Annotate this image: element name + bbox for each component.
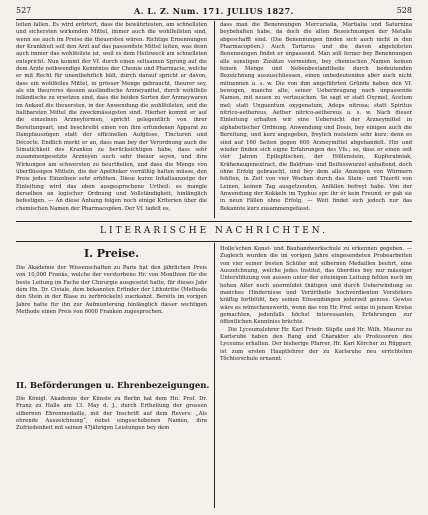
section-banner: LITERARISCHE NACHRICHTEN. — [100, 226, 328, 236]
section-rule-top — [16, 221, 412, 222]
lower-right-column — [220, 246, 412, 508]
promotions-paragraph: Die Königl. Akademie der Künste zu Berlin hat dem Hn. Prof. Dr. Franz zu Halle am 13. May d. J., durch Ertheilung der grossen silbernen Ehrenmedaille, mit der Inschrift auf dem Revers: „Als ehrende Auszeichnung“, nebst eingeschobenen Namen, ihre Zufriedenheit mit seinen 47jährigen Leistungen bey dem — [16, 396, 207, 432]
section-heading-promotions: II. Beförderungen u. Ehrenbezeigungen. — [16, 381, 210, 391]
promotions-text — [16, 396, 207, 508]
journal-title: A. L. Z. Num. 171. JULIUS 1827. — [134, 6, 294, 16]
lower-right-paragraph-1: Holle'schen Kunst- und Bauhandwerkschule zu erkennen gegeben. — Zugleich wurden die im vorigen Jahre eingesendeten Probearbeiten von vier seiner besten Schüler mit silbernen Medaillen beehrt, eine Auszeichnung, welche jedes Institut, das überdies bey nur mässiger Unterstützung von aussen unter der eiteinigen Leitung fehlen noch im hohen Alter noch unermüdet thätigen und durch Ueberwindung so manches Hindernisse und Verurtheile hochverdienten Vorstehers kräftig fortblüht, bey seinen Einsendungen jederzeit genoss. Gewiss wäre es wünschenswerth, wenn das von Hr. Prof. seine in jenem Kreise gemachten, jedenfalls höchst interessanten, Erfahrungen zur öffentlichen Kenntniss brächte. — [220, 246, 412, 326]
lower-right-paragraph-2: Die Lyceumslehrer Hr. Karl Friedr. Süpfle und Hr. Wilh. Maurer zu Karlsruhe haben den Rang und Charakter als Professoren des Lyceums erhalten. Der bisherige Pfarrer, Hr. Karl Körcher zu Rüppurr, ist zum ersten Hauptlehrer der zu Karlsruhe neu errichteten Töchterschule ernannt. — [220, 326, 412, 363]
page-header — [16, 4, 412, 18]
section-heading-prizes: I. Preise. — [83, 247, 140, 260]
prizes-text — [16, 265, 207, 375]
upper-right-column — [220, 22, 412, 218]
upper-right-paragraph: dass man die Benennungen Mercurialia, Martialia und Saturnina beybehalten habe, da doch die alten Bezeichnungen der Metalle abgeschafft sind. (Die Benennungen finden sich auch nicht in den Pharmacopöen.) Auch Tartarus und die davon abgeleiteten Benennungen findet er unpassend. Man soll ferner bey Benennungen alle sonstigen Zusätze vermeiden, bey chemischen Namen keinen feinen Menge und Nebenbestandtheile durch bedeutenden Bezeichnung auszuschliessen, einen unbedeutenden aber auch nicht mitnennen u. s. w. Die von ihm angeführten Gründe haben den Vf. bewogen, manche alte, seiner Ueberzeugung nach unpassende Namen, mit neuen zu vertauschen. So sagt er statt Oxymel, Acetum mel; statt Unguentum oxygenatum, Adeps nitrosa; statt Spiritus nitrico-aethereus, Aether nitrico-aethereus u. s. w. Nach dieser Einleitung erhalten wir eine Uebersicht der Arzneymittel in alphabetischer Ordnung. Anwendung und Dosis, bey einigen auch die Bereitung, und kurz angegeben, freylich meistens sehr kurz: denn es sind auf 160 Seiten gegen 600 Arzneymittel abgehandelt. Hin und wieder finden sich eigne Erfahrungen des Vfs.; so, dass er einen seit vier Jahren Epileptischen, der Höllenstein, Kupferalmiak, Krähenaugenextract, die Baldrian- und Beifusswurzel anhaltend, doch ohne Erfolg gebraucht, und bey dem alle Anzeigen von Würmern fehlten, in Zeit von vier Wochen durch das Stein- und Thieröl von Leinen, keinen Tag ausgetzenden, Anfällen befreyt habe. Von der Anwendung der Kokkeln im Typhus spr. ihr er kein Freund; er gab sie in neun Fällen ohne Erfolg. — Weit findet sich jedoch nur das Bekannte kurz zusammengefasst. — [220, 22, 412, 212]
prizes-paragraph: Die Akademie der Wissenschaften zu Paris hat den jährlichen Preis von 10,000 Franks, welche der verstorbene Hr. von Monthion für die beste Leitung im Fache der Chirurgie ausgesetzt hatte, für dieses Jahr dem Hn. Dr. Civiale, dem bekannten Erfinder der Lithotritie (Methode den Stein in der Blase zu zerbröckeln) zuerkannt. Bereits im vorigen Jahre hatte für ihn zur Aufmunterung hinlänglich dieser wichtigen Methode einen Preis von 6000 Franken zugesprochen. — [16, 265, 207, 316]
upper-left-column — [16, 22, 207, 218]
upper-left-paragraph: leiten fallen. Es wird erörtert, dass die bewährtesten, am schnellsten und sichersten wirkenden Mittel, immer auch die wohlfeilsten sind, wenn sie auch im Preise die theuersten wären. Richtige Ernennungen der Krankheit soll den Arzt auf das passendste Mittel leiten, was denn auch immer das wohlfeilste ist, weil es dem Heilzweck am schnellsten entspricht. Nun kommt der Vf. durch einen seltsamen Sprung auf die dem Arzte nothwendige Kenntniss der Chemie und Pharmacie, welche er mit Recht für unentbehrlich hält, durch darauf spricht er davon, dass ein wohlfeiles Mittel, in grösser Menge gebraucht, theurer sey, als ein theureres dessen ausländische Arzneyanitel, durch wohlfeile inländische zu ersetzen sind, dass die beiden Sorten der Arzneywaren im Ankauf die theuersten, in der Anwendung die wohlfeilsten, und die haltbarsten Mittel die zweckmässigsten sind. Hierher kommt er auf die einzelnen Arzneyformen, spricht gelegentlich von ihrer Bereitungsart, und beschreibt einen von ihm erfundenen Apparat zu Dampfauszügen statt der officinellen Aufgüsse, Tincturen und Decocte. Endlich merkt er an, dass man bey der Verordnung auch die Simulichkeit des Kranken zu berücksichtigen habe, dass sehr zusammengesetzte Arzneyen auch sehr theuer seyen, und ihre Wirkungen am schwersten zu beurtheilen, und dass die Menge von überflüssigen Mitteln, die der Apotheker vorräthig halten müsse, den Preis jedes Einzelnen sehr erhöhen. Diese kurze Inhaltsanzeige der Einleitung wird das oben ausgesprochene Urtheil: es mangle derselben an logischer Ordnung und Vollständigkeit, hinlänglich befestigen. — An diese Anhang folgen noch einige Kriterien über die chemischen Namen der Pharmacopöen. Der Vf. tadelt es, — [16, 22, 207, 212]
header-rule — [16, 19, 412, 20]
section-rule-bottom — [16, 241, 412, 242]
page-number-left: 527 — [16, 6, 32, 15]
upper-column-divider — [214, 21, 215, 218]
lower-column-divider — [214, 243, 215, 508]
page-number-right: 528 — [396, 6, 412, 15]
